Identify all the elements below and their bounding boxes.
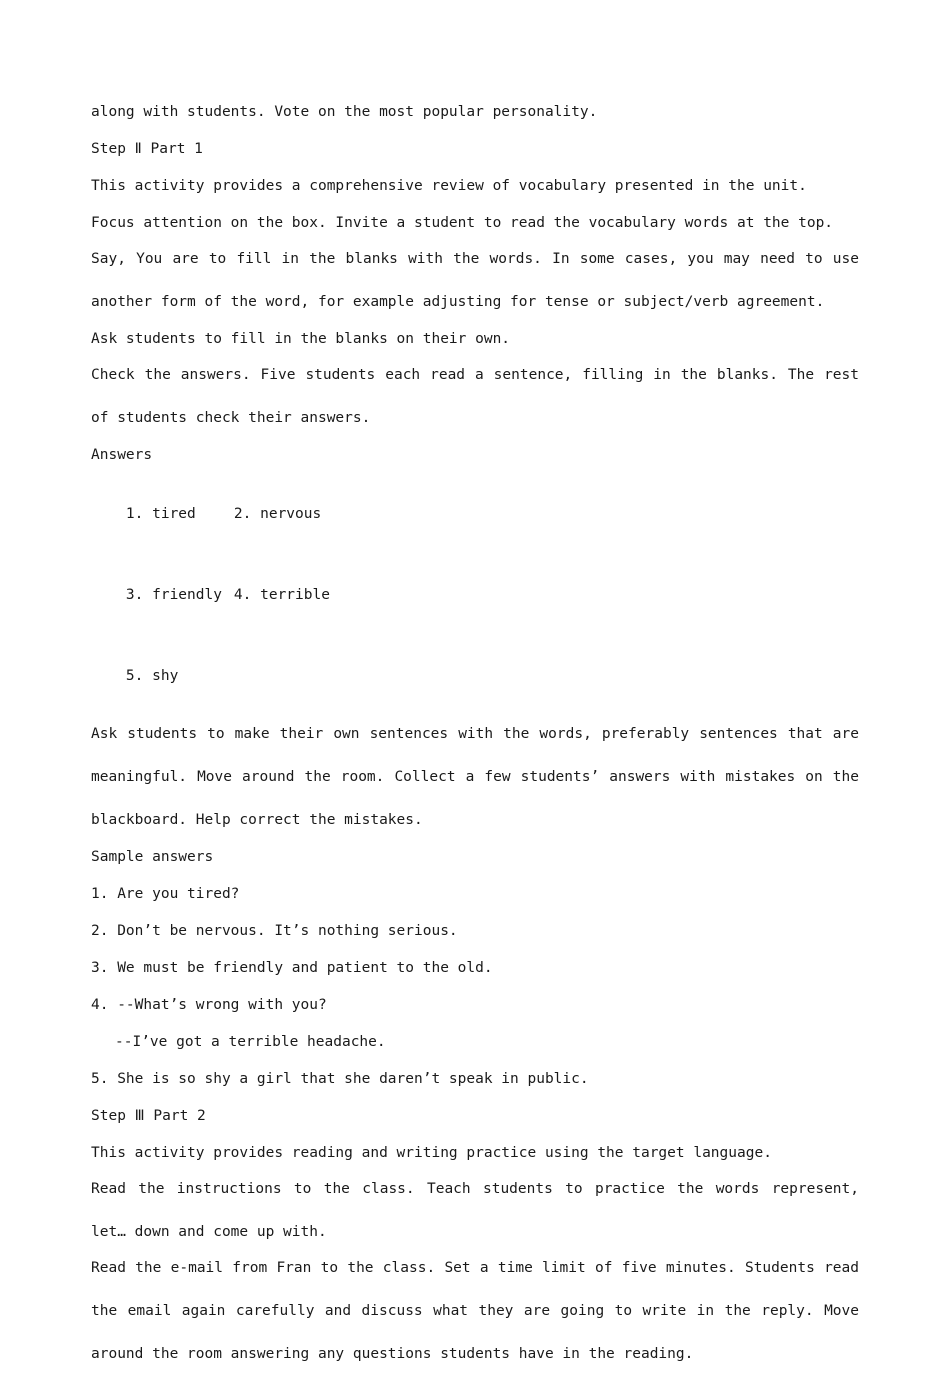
sample-answer: 2. Don’t be nervous. It’s nothing serious. bbox=[91, 923, 458, 939]
answer-row bbox=[91, 481, 859, 547]
document-page bbox=[91, 101, 868, 1380]
sample-answer-continued: --I’ve got a terrible headache. bbox=[115, 1034, 386, 1050]
text-paragraph: Read the e-mail from Fran to the class. Set a time limit of five minutes. Students read the email again carefully and discuss what they are going to write in the reply. Move around the room answering any questions students have in the reading. bbox=[91, 1260, 868, 1362]
sample-answer: 1. Are you tired? bbox=[91, 886, 240, 902]
step-heading: Step Ⅲ Part 2 bbox=[91, 1108, 206, 1124]
answer-row bbox=[91, 562, 859, 628]
answer-row bbox=[91, 643, 859, 709]
text-paragraph: Read the instructions to the class. Teach students to practice the words represent, let… down and come up with. bbox=[91, 1181, 868, 1240]
sample-answer: 4. --What’s wrong with you? bbox=[91, 997, 327, 1013]
answer-item: 4. terrible bbox=[233, 587, 330, 603]
answer-item: 1. tired bbox=[125, 506, 196, 522]
answer-item: 5. shy bbox=[125, 668, 179, 684]
text-paragraph: Say, You are to fill in the blanks with the words. In some cases, you may need to use another form of the word, for example adjusting for tense or subject/verb agreement. bbox=[91, 251, 868, 310]
step-heading: Step Ⅱ Part 1 bbox=[91, 141, 203, 157]
answer-item: 3. friendly bbox=[125, 587, 222, 603]
text-line: This activity provides a comprehensive review of vocabulary presented in the unit. bbox=[91, 178, 807, 194]
text-line: This activity provides reading and writing practice using the target language. bbox=[91, 1145, 772, 1161]
section-label: Answers bbox=[91, 447, 153, 463]
text-paragraph: Ask students to make their own sentences with the words, preferably sentences that are meaningful. Move around the room. Collect a few students’ answers with mistakes on the blackboard. Help correct the mistakes. bbox=[91, 726, 868, 828]
text-line: Ask students to fill in the blanks on their own. bbox=[91, 331, 511, 347]
text-line: along with students. Vote on the most popular personality. bbox=[91, 104, 598, 120]
sample-answer: 3. We must be friendly and patient to the old. bbox=[91, 960, 493, 976]
section-label: Sample answers bbox=[91, 849, 214, 865]
text-line: Focus attention on the box. Invite a student to read the vocabulary words at the top. bbox=[91, 215, 834, 231]
sample-answer: 5. She is so shy a girl that she daren’t speak in public. bbox=[91, 1071, 589, 1087]
text-paragraph: Check the answers. Five students each read a sentence, filling in the blanks. The rest of students check their answers. bbox=[91, 367, 868, 426]
answer-item: 2. nervous bbox=[233, 506, 322, 522]
